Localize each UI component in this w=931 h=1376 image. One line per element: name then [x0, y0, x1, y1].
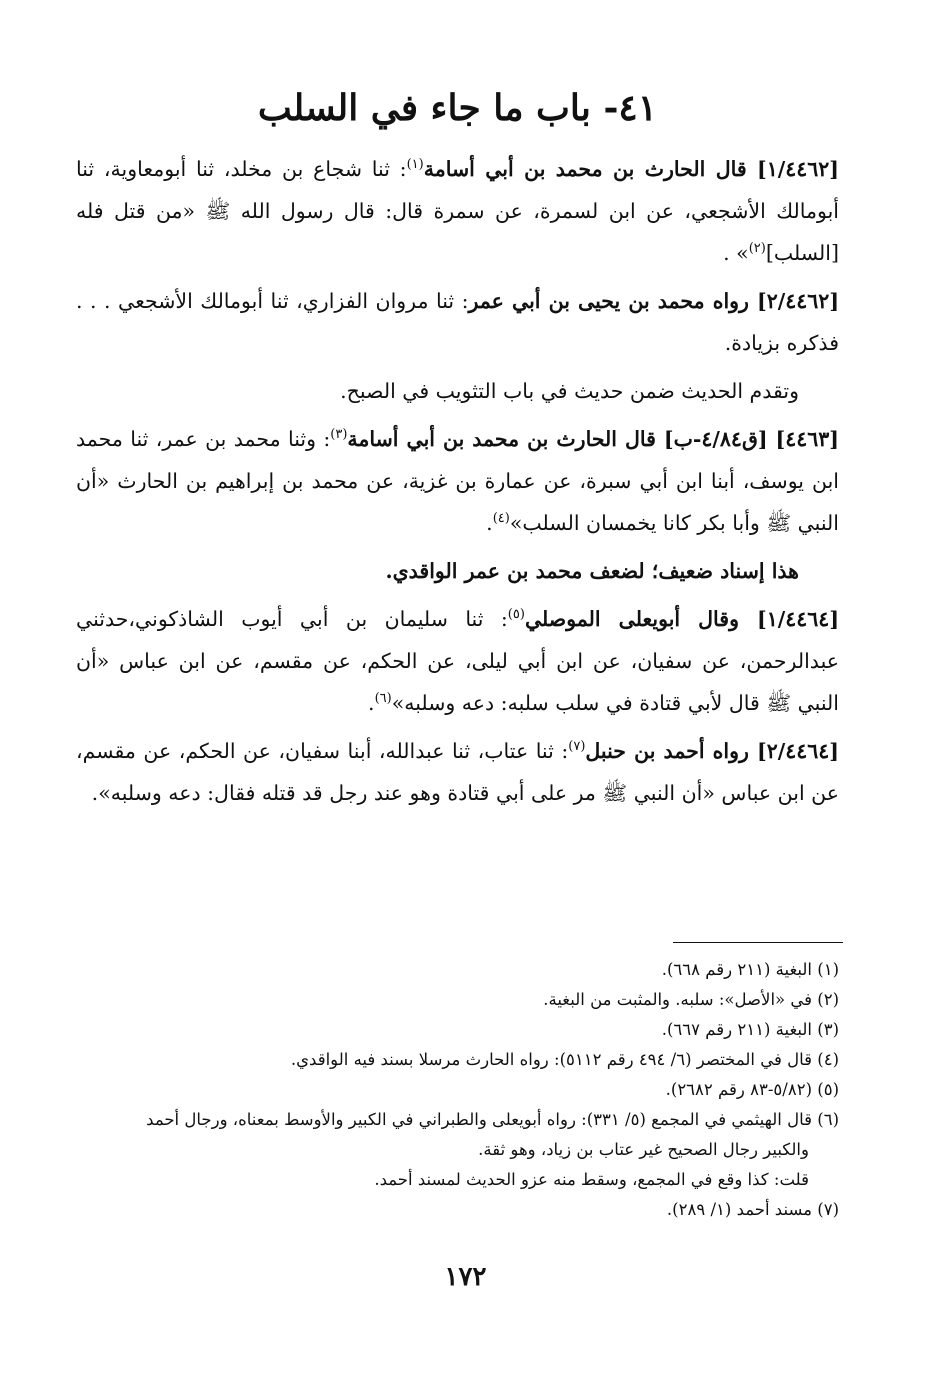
footnote-1: (١) البغية (٢١١ رقم ٦٦٨).: [661, 960, 839, 979]
hadith-text-end: .: [486, 511, 493, 535]
footnote-ref[interactable]: (٣): [330, 427, 348, 443]
footnote-2: (٢) في «الأصل»: سلبه. والمثبت من البغية.: [543, 990, 839, 1009]
hadith-text: : ثنا عتاب، ثنا عبدالله، أبنا سفيان، عن الحكم، عن مقسم، عن ابن عباس «أن النبي ﷺ مر على أبي قتادة وهو عند رجل قد قتله فقال: دعه وسلبه».: [76, 739, 839, 805]
footnote-7: (٧) مسند أحمد (١/ ٢٨٩).: [666, 1200, 839, 1219]
footnote-6: (٦) قال الهيثمي في المجمع (٥/ ٣٣١): رواه أبويعلى والطبراني في الكبير والأوسط بمعناه، ورجال أحمد: [146, 1110, 839, 1129]
footnote-ref[interactable]: (٢): [748, 241, 766, 257]
hadith-heading: [١/٤٤٦٢] قال الحارث بن محمد بن أبي أسامة: [423, 157, 839, 181]
hadith-4462-2: [76, 280, 839, 364]
footnote-3: (٣) البغية (٢١١ رقم ٦٦٧).: [661, 1020, 839, 1039]
footnotes-section: [76, 955, 839, 1225]
footnote-divider: [673, 942, 843, 943]
footnote-ref[interactable]: (٦): [374, 691, 392, 707]
note-text: وتقدم الحديث ضمن حديث في باب التثويب في الصبح.: [340, 379, 799, 403]
footnote-ref[interactable]: (٤): [492, 511, 510, 527]
hadith-heading: [٤٤٦٣] [ق٤/٨٤-ب] قال الحارث بن محمد بن أبي أسامة: [347, 427, 839, 451]
hadith-text-end: .: [368, 691, 375, 715]
main-text: [76, 78, 839, 820]
hadith-heading: [٢/٤٤٦٤] رواه أحمد بن حنبل: [585, 739, 839, 763]
page-number: ١٧٢: [444, 1262, 487, 1292]
hadith-4464-1: [76, 598, 839, 724]
hadith-heading: [٢/٤٤٦٢] رواه محمد بن يحيى بن أبي عمر: [468, 289, 840, 313]
footnote-6-comment: قلت: كذا وقع في المجمع، وسقط منه عزو الحديث لمسند أحمد.: [374, 1170, 809, 1189]
hadith-text: : ثنا سليمان بن أبي أيوب الشاذكوني،حدثني عبدالرحمن، عن سفيان، عن ابن أبي ليلى، عن الحكم، عن مقسم، عن ابن عباس «أن النبي ﷺ قال لأبي قتادة في سلب سلبه: دعه وسلبه»: [76, 607, 839, 715]
hadith-heading: [١/٤٤٦٤] وقال أبويعلى الموصلي: [524, 607, 840, 631]
footnote-4: (٤) قال في المختصر (٦/ ٤٩٤ رقم ٥١١٢): رواه الحارث مرسلا بسند فيه الواقدي.: [290, 1050, 839, 1069]
footnote-5: (٥) (٥/٨٢-٨٣ رقم ٢٦٨٢).: [665, 1080, 839, 1099]
hadith-4463: [76, 418, 839, 544]
hadith-text: : ثنا مروان الفزاري، ثنا أبومالك الأشجعي . . . فذكره بزيادة.: [76, 289, 839, 355]
hadith-4464-2: [76, 730, 839, 814]
note-paragraph: [76, 370, 839, 412]
hadith-4462-1: [76, 148, 839, 274]
footnote-ref[interactable]: (٥): [507, 607, 525, 623]
hadith-text: : ثنا شجاع بن مخلد، ثنا أبومعاوية، ثنا أبومالك الأشجعي، عن ابن لسمرة، عن سمرة قال: قال رسول الله ﷺ «من قتل فله [السلب]: [76, 157, 839, 265]
hadith-text-end: » .: [723, 241, 749, 265]
grading-paragraph: [76, 550, 839, 592]
hadith-text: : وثنا محمد بن عمر، ثنا محمد ابن يوسف، أبنا ابن أبي سبرة، عن عمارة بن غزية، عن محمد بن إبراهيم بن الحارث «أن النبي ﷺ وأبا بكر كانا يخمسان السلب»: [76, 427, 839, 535]
grading-text: هذا إسناد ضعيف؛ لضعف محمد بن عمر الواقدي.: [385, 559, 799, 583]
footnote-ref[interactable]: (١): [406, 157, 424, 173]
footnote-6-continued: والكبير رجال الصحيح غير عتاب بن زياد، وهو ثقة.: [478, 1140, 809, 1159]
chapter-title: ٤١- باب ما جاء في السلب: [257, 87, 658, 129]
footnote-ref[interactable]: (٧): [568, 739, 586, 755]
